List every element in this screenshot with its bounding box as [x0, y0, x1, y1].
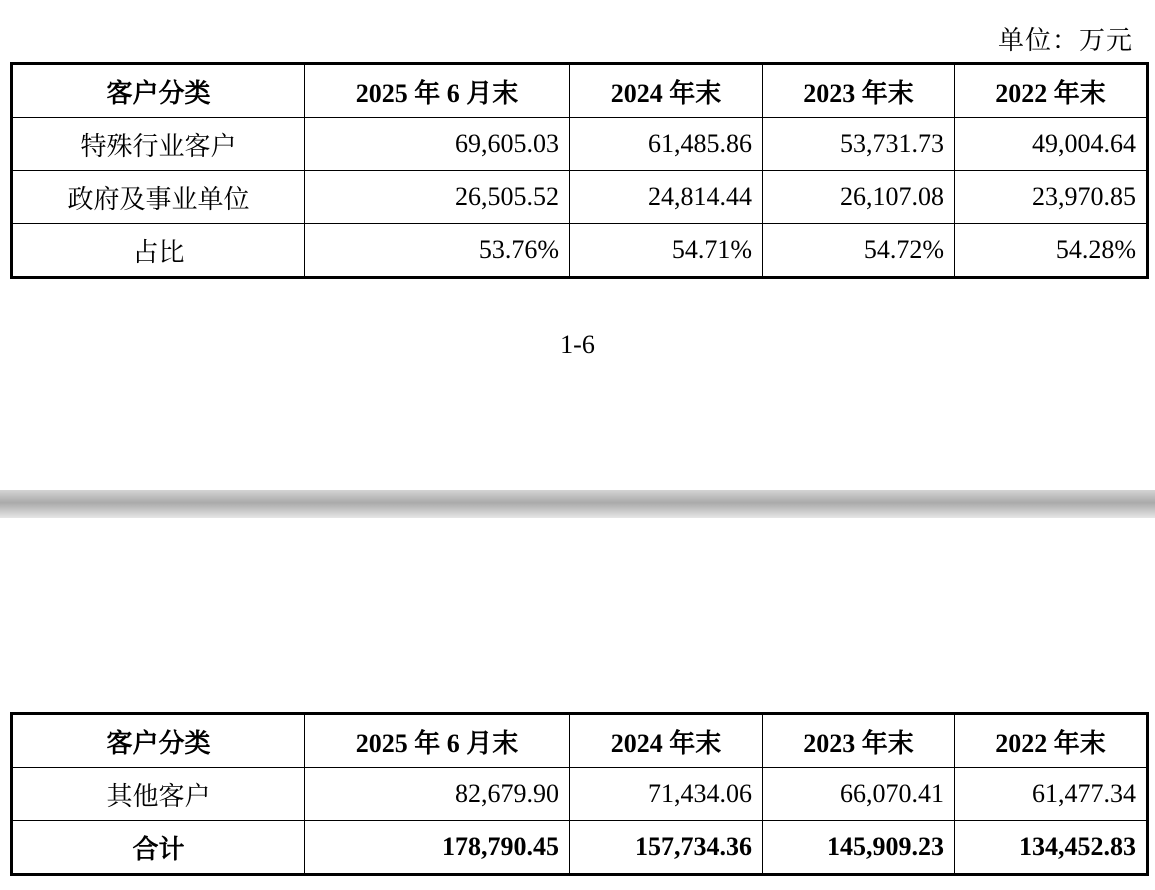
header-2025h1: 2025 年 6 月末 [305, 64, 570, 118]
table-row [12, 224, 1148, 278]
header-category: 客户分类 [12, 64, 305, 118]
cell-value: 49,004.64 [955, 118, 1148, 171]
customer-category-table-top [10, 62, 1149, 279]
cell-value: 178,790.45 [305, 821, 570, 875]
cell-value: 157,734.36 [570, 821, 763, 875]
row-category: 合计 [12, 821, 305, 875]
row-category: 政府及事业单位 [12, 171, 305, 224]
total-row [12, 821, 1148, 875]
cell-value: 69,605.03 [305, 118, 570, 171]
cell-value: 61,485.86 [570, 118, 763, 171]
cell-value: 24,814.44 [570, 171, 763, 224]
table-row [12, 768, 1148, 821]
customer-category-table-bottom [10, 712, 1149, 876]
cell-value: 23,970.85 [955, 171, 1148, 224]
cell-value: 26,505.52 [305, 171, 570, 224]
header-2022: 2022 年末 [955, 714, 1148, 768]
table-row [12, 118, 1148, 171]
cell-value: 53,731.73 [763, 118, 955, 171]
row-category: 其他客户 [12, 768, 305, 821]
table-header-row [12, 714, 1148, 768]
header-2025h1: 2025 年 6 月末 [305, 714, 570, 768]
header-2023: 2023 年末 [763, 64, 955, 118]
cell-value: 134,452.83 [955, 821, 1148, 875]
header-2024: 2024 年末 [570, 64, 763, 118]
cell-value: 53.76% [305, 224, 570, 278]
cell-value: 54.72% [763, 224, 955, 278]
cell-value: 54.71% [570, 224, 763, 278]
cell-value: 66,070.41 [763, 768, 955, 821]
row-category: 特殊行业客户 [12, 118, 305, 171]
cell-value: 145,909.23 [763, 821, 955, 875]
header-category: 客户分类 [12, 714, 305, 768]
table-header-row [12, 64, 1148, 118]
table-row [12, 171, 1148, 224]
page-separator [0, 490, 1155, 518]
cell-value: 82,679.90 [305, 768, 570, 821]
header-2023: 2023 年末 [763, 714, 955, 768]
cell-value: 71,434.06 [570, 768, 763, 821]
cell-value: 54.28% [955, 224, 1148, 278]
cell-value: 61,477.34 [955, 768, 1148, 821]
header-2022: 2022 年末 [955, 64, 1148, 118]
page-number: 1-6 [560, 330, 595, 359]
header-2024: 2024 年末 [570, 714, 763, 768]
row-category: 占比 [12, 224, 305, 278]
cell-value: 26,107.08 [763, 171, 955, 224]
unit-label: 单位：万元 [997, 26, 1133, 55]
